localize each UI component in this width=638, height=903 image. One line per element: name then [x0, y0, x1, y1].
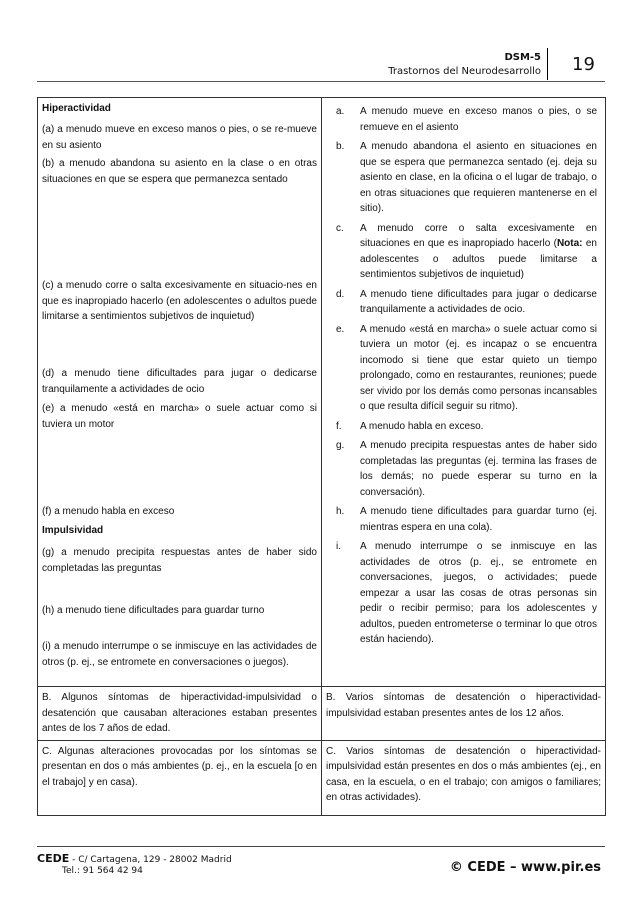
footer-address-text: - C/ Cartagena, 129 - 28002 Madrid [69, 855, 232, 865]
dsm4-item-i: (i) a menudo interrumpe o se inmiscuye en las actividades de otros (p. ej., se entromete en conversaciones o juegos). [42, 641, 317, 668]
header-divider [547, 48, 548, 80]
item-text: A menudo precipita respuestas antes de haber sido completadas las preguntas (ej. termina las frases de los demás; no puede esperar su turno en la conversación). [360, 440, 597, 498]
header-subtitle: Trastornos del Neurodesarrollo [388, 66, 541, 77]
nota-label: Nota: [556, 238, 583, 249]
criterion-c-dsm4: C. Algunas alteraciones provocadas por los síntomas se presentan en dos o más ambientes (p. ej., en la escuela [o en el trabajo] y en casa). [38, 740, 322, 815]
dsm4-item-d: (d) a menudo tiene dificultades para jugar o dedicarse tranquilamente a actividades de ocio [42, 368, 317, 395]
page-number: 19 [572, 54, 595, 75]
row-b [38, 687, 606, 741]
header-rule [37, 81, 605, 82]
item-letter: c. [336, 222, 344, 234]
dsm5-item-f [330, 419, 597, 435]
dsm4-item-h: (h) a menudo tiene dificultades para guardar turno [42, 605, 265, 616]
item-text: A menudo «está en marcha» o suele actuar como si tuviera un motor (ej. es incapaz o se encuentra incomodo si tiene que estar quieto un tiempo prolongado, como en restaurantes, reuniones; puede ser vivido por los demás como personas incansables o que resulta difícil seguir su ritmo). [360, 323, 597, 412]
dsm4-item-f: (f) a menudo habla en exceso [42, 506, 175, 517]
row-a [38, 98, 606, 687]
dsm4-item-g: (g) a menudo precipita respuestas antes de haber sido completadas las preguntas [42, 547, 317, 574]
dsm5-item-c [330, 221, 597, 283]
dsm5-item-g [330, 438, 597, 500]
footer-phone: Tel.: 91 564 42 94 [62, 866, 143, 876]
dsm4-criteria-cell [38, 98, 322, 687]
footer-rule [37, 846, 605, 847]
item-letter: f. [336, 420, 342, 432]
dsm5-item-e [330, 322, 597, 415]
dsm5-item-d [330, 287, 597, 318]
item-letter: g. [336, 440, 345, 451]
heading-hiperactividad: Hiperactividad [42, 103, 111, 114]
item-text-post: en adolescentes o adultos puede limitarse a sentimientos subjetivos de inquietud) [360, 238, 597, 280]
item-letter: h. [336, 506, 345, 517]
footer-org: CEDE [37, 852, 70, 865]
criterion-c-dsm5: C. Varios síntomas de desatención o hiperactividad-impulsividad están presentes en dos o más ambientes (ej., en casa, en la escuela, o en el trabajo; con amigos o familiares; en otras actividades). [322, 740, 606, 815]
item-letter: e. [336, 323, 345, 335]
item-text: A menudo tiene dificultades para jugar o dedicarse tranquilamente a actividades de ocio. [360, 288, 597, 315]
dsm5-item-h [330, 504, 597, 535]
item-letter: b. [336, 141, 345, 152]
header-title: DSM-5 [504, 52, 541, 63]
item-letter: d. [336, 288, 345, 300]
item-letter: i. [336, 541, 341, 552]
dsm5-criteria-cell [322, 98, 606, 687]
dsm4-item-c: (c) a menudo corre o salta excesivamente en situacio-nes en que es inapropiado hacerlo (en adolescentes o adultos puede limitarse a sentimientos subjetivos de inquietud) [42, 280, 317, 322]
dsm4-item-b: (b) a menudo abandona su asiento en la clase o en otras situaciones en que se espera que permanezca sentado [42, 158, 317, 185]
criteria-table [37, 97, 606, 816]
item-text [360, 221, 597, 283]
item-text-pre: A menudo corre o salta excesivamente en situaciones en que es inapropiado hacerlo ( [360, 222, 597, 249]
criterion-b-dsm4: B. Algunos síntomas de hiperactividad-impulsividad o desatención que causaban alteraciones estaban presentes antes de los 7 años de edad. [38, 687, 322, 741]
item-text: A menudo habla en exceso. [360, 420, 484, 432]
criterion-b-dsm5: B. Varios síntomas de desatención o hiperactividad-impulsividad estaban presentes antes de los 12 años. [322, 687, 606, 741]
item-text: A menudo interrumpe o se inmiscuye en las actividades de otros (p. ej., se entromete en conversaciones, juegos, o actividades; puede empezar a usar las cosas de otras personas sin pedir o recibir permiso; para los adolescentes y adultos, pueden entrometerse o terminar lo que otros están haciendo). [360, 541, 597, 645]
row-c [38, 740, 606, 815]
dsm5-item-b [330, 139, 597, 217]
dsm4-item-a: (a) a menudo mueve en exceso manos o pies, o se re-mueve en su asiento [42, 124, 317, 151]
footer-address [37, 852, 232, 865]
item-text: A menudo abandona el asiento en situaciones en que se espera que permanezca sentado (ej. deja su asiento en clase, en la oficina o el lugar de trabajo, o en otras situaciones que requieren mantenerse en el sitio). [360, 141, 597, 214]
dsm5-item-i [330, 539, 597, 648]
heading-impulsividad: Impulsividad [42, 525, 104, 536]
item-text: A menudo tiene dificultades para guardar turno (ej. mientras espera en una cola). [360, 506, 597, 533]
dsm5-item-a [330, 104, 597, 135]
item-text: A menudo mueve en exceso manos o pies, o se remueve en el asiento [360, 106, 597, 133]
footer-website: © CEDE – www.pir.es [449, 860, 601, 875]
item-letter: a. [336, 106, 345, 117]
dsm4-item-e: (e) a menudo «está en marcha» o suele actuar como si tuviera un motor [42, 403, 317, 430]
